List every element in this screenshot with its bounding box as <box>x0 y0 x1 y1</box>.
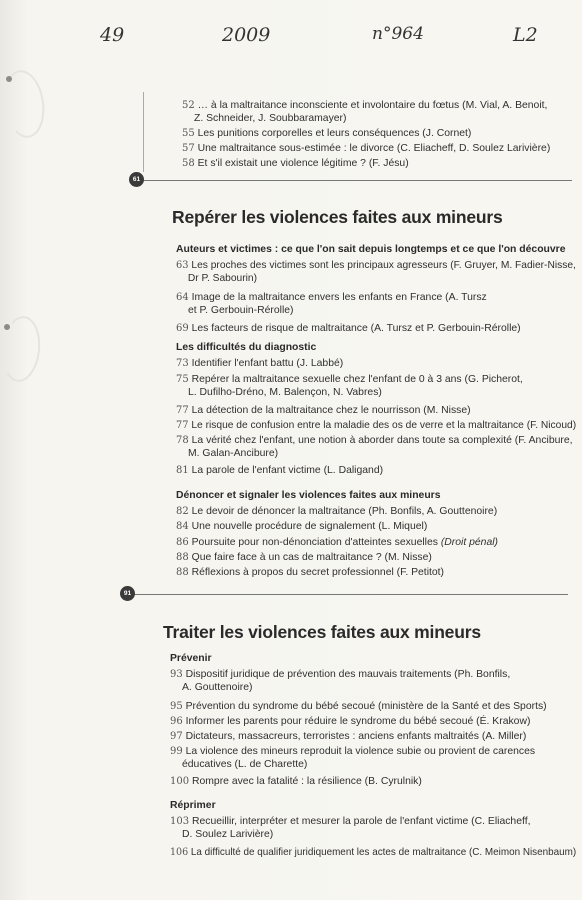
toc-entry: 55 Les punitions corporelles et leurs conséquences (J. Cornet) <box>182 128 472 139</box>
page-number-badge: 61 <box>129 172 144 187</box>
handwritten-note: L2 <box>513 24 538 46</box>
toc-entry: 82 Le devoir de dénoncer la maltraitance (Ph. Bonfils, A. Gouttenoire) <box>176 506 498 517</box>
toc-entry: 88 Réflexions à propos du secret professionnel (F. Petitot) <box>176 567 445 578</box>
handwritten-note: n°964 <box>372 24 424 44</box>
toc-entry: 106 La difficulté de qualifier juridiquement les actes de maltraitance (C. Meimon Nisenbaum) <box>170 847 577 858</box>
toc-entry: 64 Image de la maltraitance envers les enfants en France (A. Tursz et P. Gerbouin-Rérolle) <box>176 292 487 316</box>
toc-entry: 77 Le risque de confusion entre la maladie des os de verre et la maltraitance (F. Nicoud) <box>176 420 577 431</box>
margin-rule <box>143 92 144 172</box>
section-title: Traiter les violences faites aux mineurs <box>163 622 481 642</box>
subsection-heading: Réprimer <box>170 800 216 811</box>
subsection-heading: Auteurs et victimes : ce que l'on sait depuis longtemps et ce que l'on découvre <box>176 244 566 255</box>
subsection-heading: Les difficultés du diagnostic <box>176 342 317 353</box>
binding-hole <box>4 324 10 330</box>
handwritten-note: 2009 <box>222 24 271 46</box>
toc-entry: 97 Dictateurs, massacreurs, terroristes : anciens enfants maltraités (A. Miller) <box>170 731 527 742</box>
toc-entry: 78 La vérité chez l'enfant, une notion à aborder dans toute sa complexité (F. Ancibure, M. Galan-Ancibure) <box>176 435 573 459</box>
toc-entry: 100 Rompre avec la fatalité : la résilience (B. Cyrulnik) <box>170 776 422 787</box>
toc-entry: 96 Informer les parents pour réduire le syndrome du bébé secoué (É. Krakow) <box>170 716 531 727</box>
toc-entry: 88 Que faire face à un cas de maltraitance ? (M. Nisse) <box>176 552 432 563</box>
toc-entry: 69 Les facteurs de risque de maltraitance (A. Tursz et P. Gerbouin-Rérolle) <box>176 323 521 334</box>
subsection-heading: Prévenir <box>170 653 212 664</box>
toc-entry: 77 La détection de la maltraitance chez le nourrisson (M. Nisse) <box>176 405 471 416</box>
binding-hole <box>6 76 12 82</box>
toc-entry: 63 Les proches des victimes sont les principaux agresseurs (F. Gruyer, M. Fadier-Nisse, Dr P. Sabourin) <box>176 260 576 284</box>
toc-entry: 84 Une nouvelle procédure de signalement (L. Miquel) <box>176 521 428 532</box>
toc-entry: 103 Recueillir, interpréter et mesurer la parole de l'enfant victime (C. Eliacheff, D. Soulez Larivière) <box>170 816 531 840</box>
page-number-badge: 91 <box>120 586 135 601</box>
handwritten-note: 49 <box>100 24 125 46</box>
toc-entry: 86 Poursuite pour non-dénonciation d'atteintes sexuelles (Droit pénal) <box>176 537 499 548</box>
section-rule <box>122 594 568 595</box>
toc-entry: 75 Repérer la maltraitance sexuelle chez l'enfant de 0 à 3 ans (G. Picherot, L. Dufilho-Dréno, M. Balençon, N. Vabres) <box>176 374 523 398</box>
toc-entry: 52 … à la maltraitance inconsciente et involontaire du fœtus (M. Vial, A. Benoit, Z. Schneider, J. Soubbaramayer) <box>182 100 548 124</box>
toc-entry: 99 La violence des mineurs reproduit la violence subie ou provient de carences éducatives (L. de Charette) <box>170 746 536 770</box>
toc-entry: 81 La parole de l'enfant victime (L. Daligand) <box>176 465 384 476</box>
subsection-heading: Dénoncer et signaler les violences faites aux mineurs <box>176 490 441 501</box>
toc-entry: 73 Identifier l'enfant battu (J. Labbé) <box>176 358 344 369</box>
toc-entry: 93 Dispositif juridique de prévention des mauvais traitements (Ph. Bonfils, A. Gouttenoire) <box>170 669 511 693</box>
toc-entry: 95 Prévention du syndrome du bébé secoué (ministère de la Santé et des Sports) <box>170 701 547 712</box>
section-title: Repérer les violences faites aux mineurs <box>172 207 503 227</box>
toc-entry: 58 Et s'il existait une violence légitime ? (F. Jésu) <box>182 158 409 169</box>
section-rule <box>130 180 572 181</box>
toc-entry: 57 Une maltraitance sous-estimée : le divorce (C. Eliacheff, D. Soulez Larivière) <box>182 143 551 154</box>
